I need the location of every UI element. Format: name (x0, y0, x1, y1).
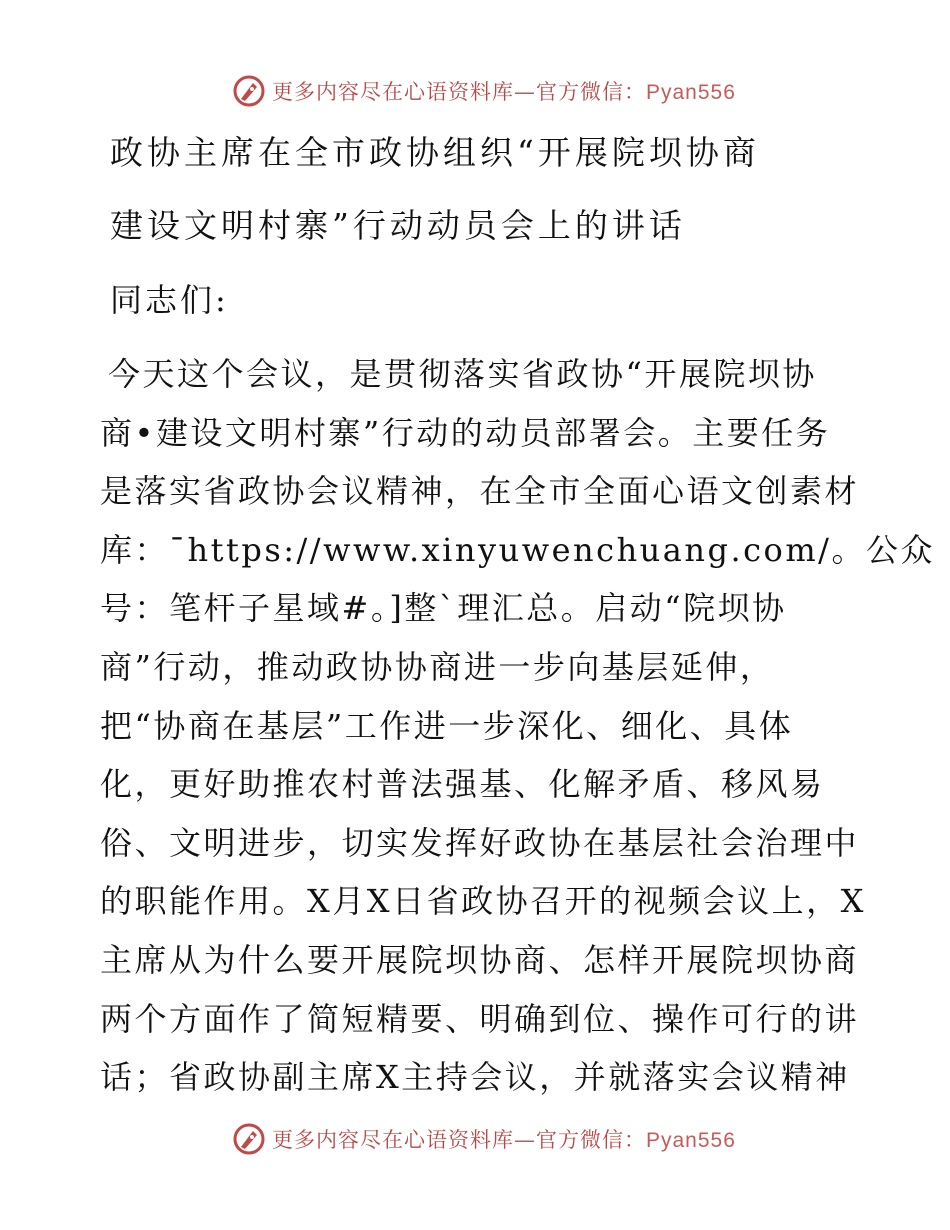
body-line: 的职能作用。X月X日省政协召开的视频会议上，X (100, 882, 866, 921)
body-line: 化，更好助推农村普法强基、化解矛盾、移风易 (100, 765, 825, 804)
body-line: 俗、文明进步，切实发挥好政协在基层社会治理中 (100, 823, 860, 862)
watermark-account: Pyan556 (646, 81, 736, 104)
watermark-official-label: 官方微信： (536, 80, 646, 104)
watermark-slogan: 更多内容尽在心语资料库 (272, 1128, 514, 1152)
body-line: 是落实省政协会议精神，在全市全面心语文创素材 (100, 472, 860, 511)
watermark-slogan: 更多内容尽在心语资料库 (272, 80, 514, 104)
body-paragraph (100, 345, 935, 1107)
watermark-separator: — (514, 1128, 536, 1152)
body-line: 主席从为什么要开展院坝协商、怎样开展院坝协商 (100, 940, 860, 979)
salutation: 同志们: (110, 281, 229, 319)
body-line: 今天这个会议，是贯彻落实省政协“开展院坝协 (108, 355, 817, 393)
document-title-line-2: 建设文明村寨”行动动员会上的讲话 (110, 206, 686, 245)
pen-nib-logo-icon (232, 1122, 266, 1156)
document-title-line-1: 政协主席在全市政协组织“开展院坝协商 (110, 133, 760, 172)
watermark-text (272, 1124, 736, 1154)
body-line: 商”行动，推动政协协商进一步向基层延伸， (100, 647, 775, 686)
watermark-text (272, 76, 736, 106)
body-line: 库：¯https://www.xinyuwenchuang.com/。公众 (100, 530, 935, 569)
watermark-banner-top (0, 70, 950, 110)
watermark-account: Pyan556 (646, 1129, 736, 1152)
body-line: 号：笔杆子星域#。]整`理汇总。启动“院坝协 (100, 589, 787, 628)
watermark-separator: — (514, 80, 536, 104)
body-line: 把“协商在基层”工作进一步深化、细化、具体 (100, 706, 794, 745)
watermark-banner-bottom (0, 1118, 950, 1158)
body-line: 商•建设文明村寨”行动的动员部署会。主要任务 (100, 413, 831, 452)
body-line: 话；省政协副主席X主持会议，并就落实会议精神 (100, 1058, 850, 1097)
body-line: 两个方面作了简短精要、明确到位、操作可行的讲 (100, 999, 860, 1038)
watermark-official-label: 官方微信： (536, 1128, 646, 1152)
pen-nib-logo-icon (232, 74, 266, 108)
